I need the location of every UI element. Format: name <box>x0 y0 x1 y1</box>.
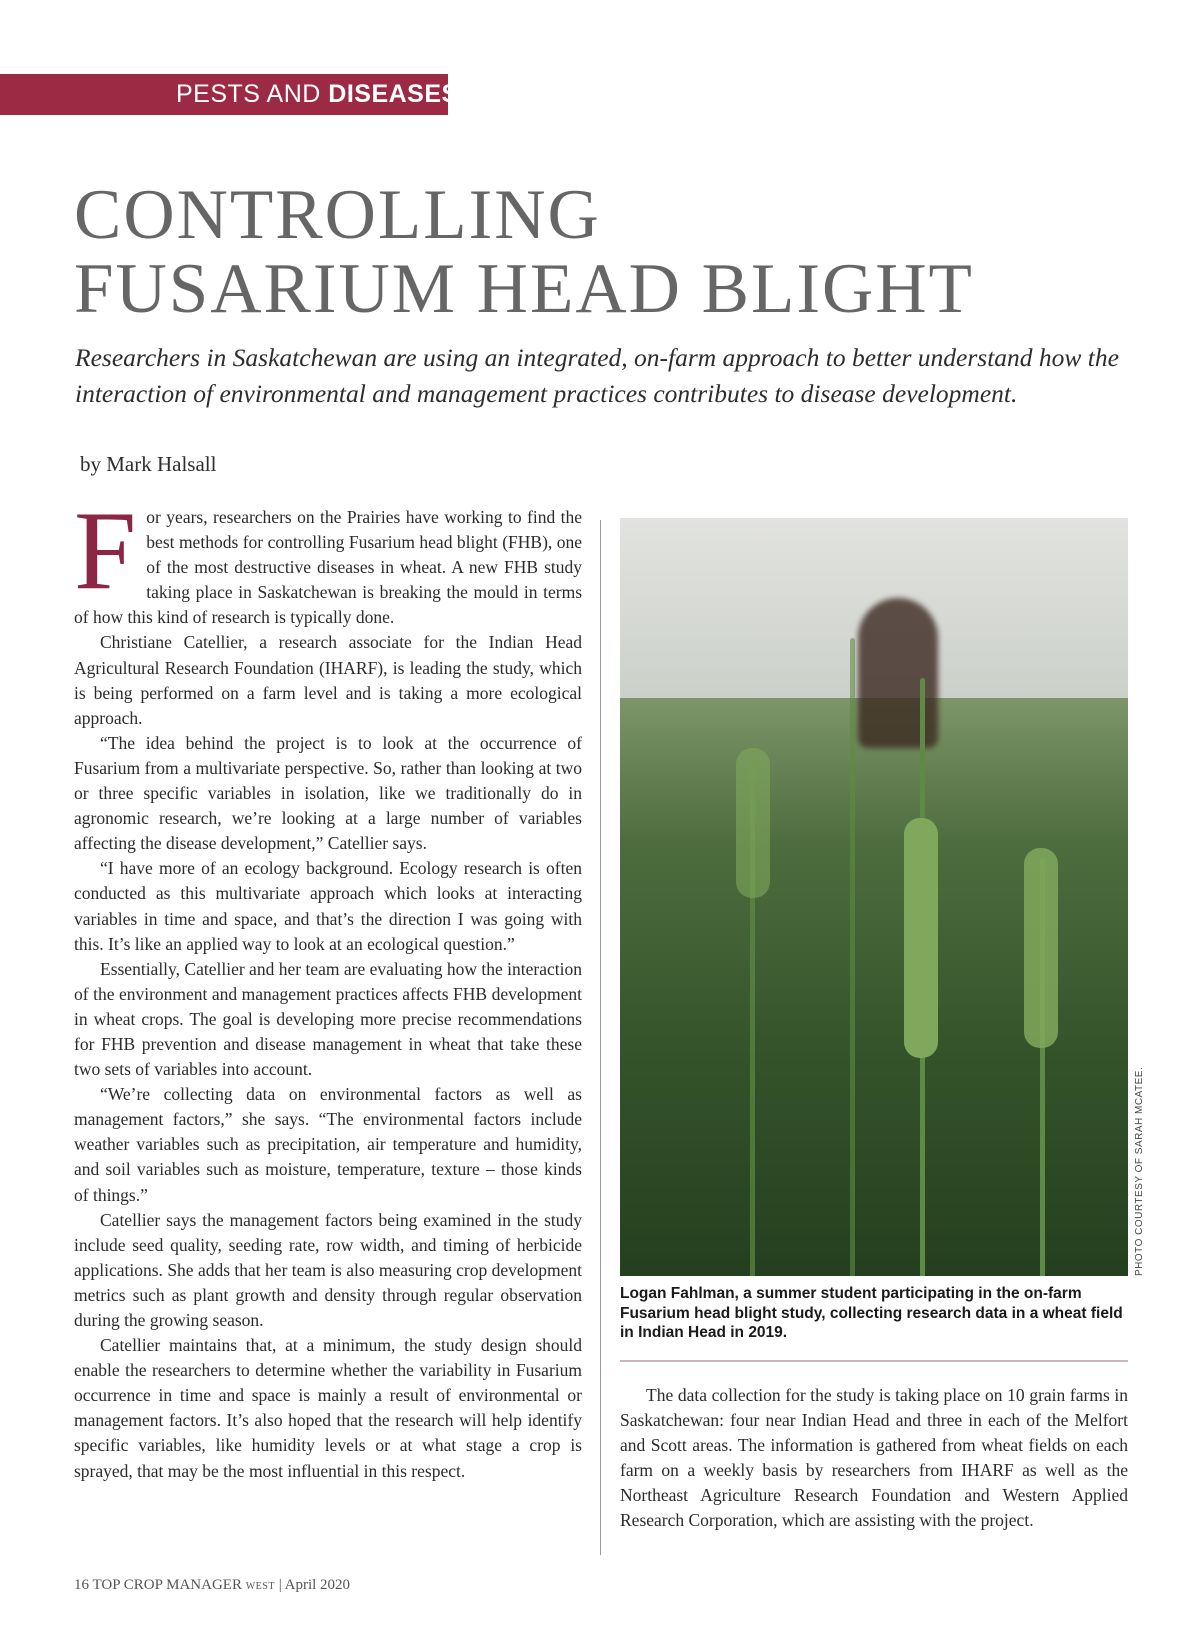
caption-rule <box>620 1360 1128 1362</box>
section-banner <box>0 74 459 115</box>
right-column <box>620 1383 1128 1534</box>
paragraph-3: “The idea behind the project is to look at the occurrence of Fusarium from a multivariate perspective. So, rather than looking at two or three specific variables in isolation, like we traditionally do in agronomic research, we’re looking at a large number of variables affecting the disease development,” Catellier says. <box>74 732 582 854</box>
paragraph-7: Catellier says the management factors being examined in the study include seed quality, seeding rate, row width, and timing of herbicide applications. She adds that her team is also measuring crop development metrics such as plant growth and density through regular observation during the growing season. <box>74 1209 582 1330</box>
section-prefix: PESTS AND <box>176 80 321 108</box>
page-number: 16 <box>74 1577 89 1593</box>
title-line-1: CONTROLLING <box>74 176 601 254</box>
page-footer: 16 TOP CROP MANAGER WEST | April 2020 <box>74 1577 351 1593</box>
photo-credit: PHOTO COURTESY OF SARAH MCATEE. <box>1134 1066 1145 1276</box>
wheat-head <box>736 748 770 898</box>
magazine-edition: WEST <box>245 1581 275 1592</box>
paragraph-1 <box>74 489 582 630</box>
paragraph-5: Essentially, Catellier and her team are evaluating how the interaction of the environment and management practices affects FHB development in wheat crops. The goal is developing more precise recommendations for FHB prevention and disease management in wheat that take these two sets of variables into account. <box>74 958 582 1080</box>
wheat-field-photo <box>620 518 1128 1276</box>
section-bold: DISEASES <box>328 80 459 108</box>
section-label <box>176 80 459 109</box>
byline: by Mark Halsall <box>80 452 217 476</box>
wheat-head <box>1024 848 1058 1048</box>
column-divider <box>600 520 601 1555</box>
issue-date: April 2020 <box>284 1577 351 1593</box>
paragraph-9: The data collection for the study is taking place on 10 grain farms in Saskatchewan: four near Indian Head and three in each of the Melfort and Scott areas. The information is gathered from wheat fields on each farm on a weekly basis by researchers from IHARF as well as the Northeast Agriculture Research Foundation and Western Applied Research Corporation, which are assisting with the project. <box>620 1385 1128 1531</box>
paragraph-6: “We’re collecting data on environmental factors as well as management factors,” she says. “The environmental factors include weather variables such as precipitation, air temperature and humidity, and soil variables such as moisture, temperature, texture – those kinds of things.” <box>74 1084 582 1205</box>
title-line-2: FUSARIUM HEAD BLIGHT <box>74 250 974 328</box>
photo-person <box>858 598 938 748</box>
paragraph-4: “I have more of an ecology background. Ecology research is often conducted as this multivariate approach which looks at interacting variables in time and space, and that’s the direction I was going with this. It’s like an applied way to look at an ecological question.” <box>74 858 582 954</box>
left-column <box>74 489 582 1484</box>
paragraph-8: Catellier maintains that, at a minimum, the study design should enable the researchers to determine whether the variability in Fusarium occurrence in time and space is mainly a result of environmental or management factors. It’s also hoped that the research will help identify specific variables, like humidity levels or at what stage a crop is sprayed, that may be the most influential in this respect. <box>74 1335 582 1481</box>
photo-caption: Logan Fahlman, a summer student participating in the on-farm Fusarium head blight study, collecting research data in a wheat field in Indian Head in 2019. <box>620 1285 1123 1341</box>
drop-cap: F <box>74 489 137 613</box>
wheat-stalk <box>850 638 855 1276</box>
paragraph-1-text: or years, researchers on the Prairies have working to find the best methods for controlling Fusarium head blight (FHB), one of the most destructive diseases in wheat. A new FHB study taking place in Saskatchewan is breaking the mould in terms of how this kind of research is typically done. <box>74 507 582 628</box>
article-title <box>74 178 1134 326</box>
wheat-head <box>904 818 938 1058</box>
magazine-name: TOP CROP MANAGER <box>92 1577 242 1593</box>
article-deck: Researchers in Saskatchewan are using an integrated, on-farm approach to better understand how the interaction of environmental and management practices contributes to disease development. <box>75 343 1119 408</box>
paragraph-2: Christiane Catellier, a research associate for the Indian Head Agricultural Research Foundation (IHARF), is leading the study, which is being performed on a farm level and is taking a more ecological approach. <box>74 632 582 728</box>
